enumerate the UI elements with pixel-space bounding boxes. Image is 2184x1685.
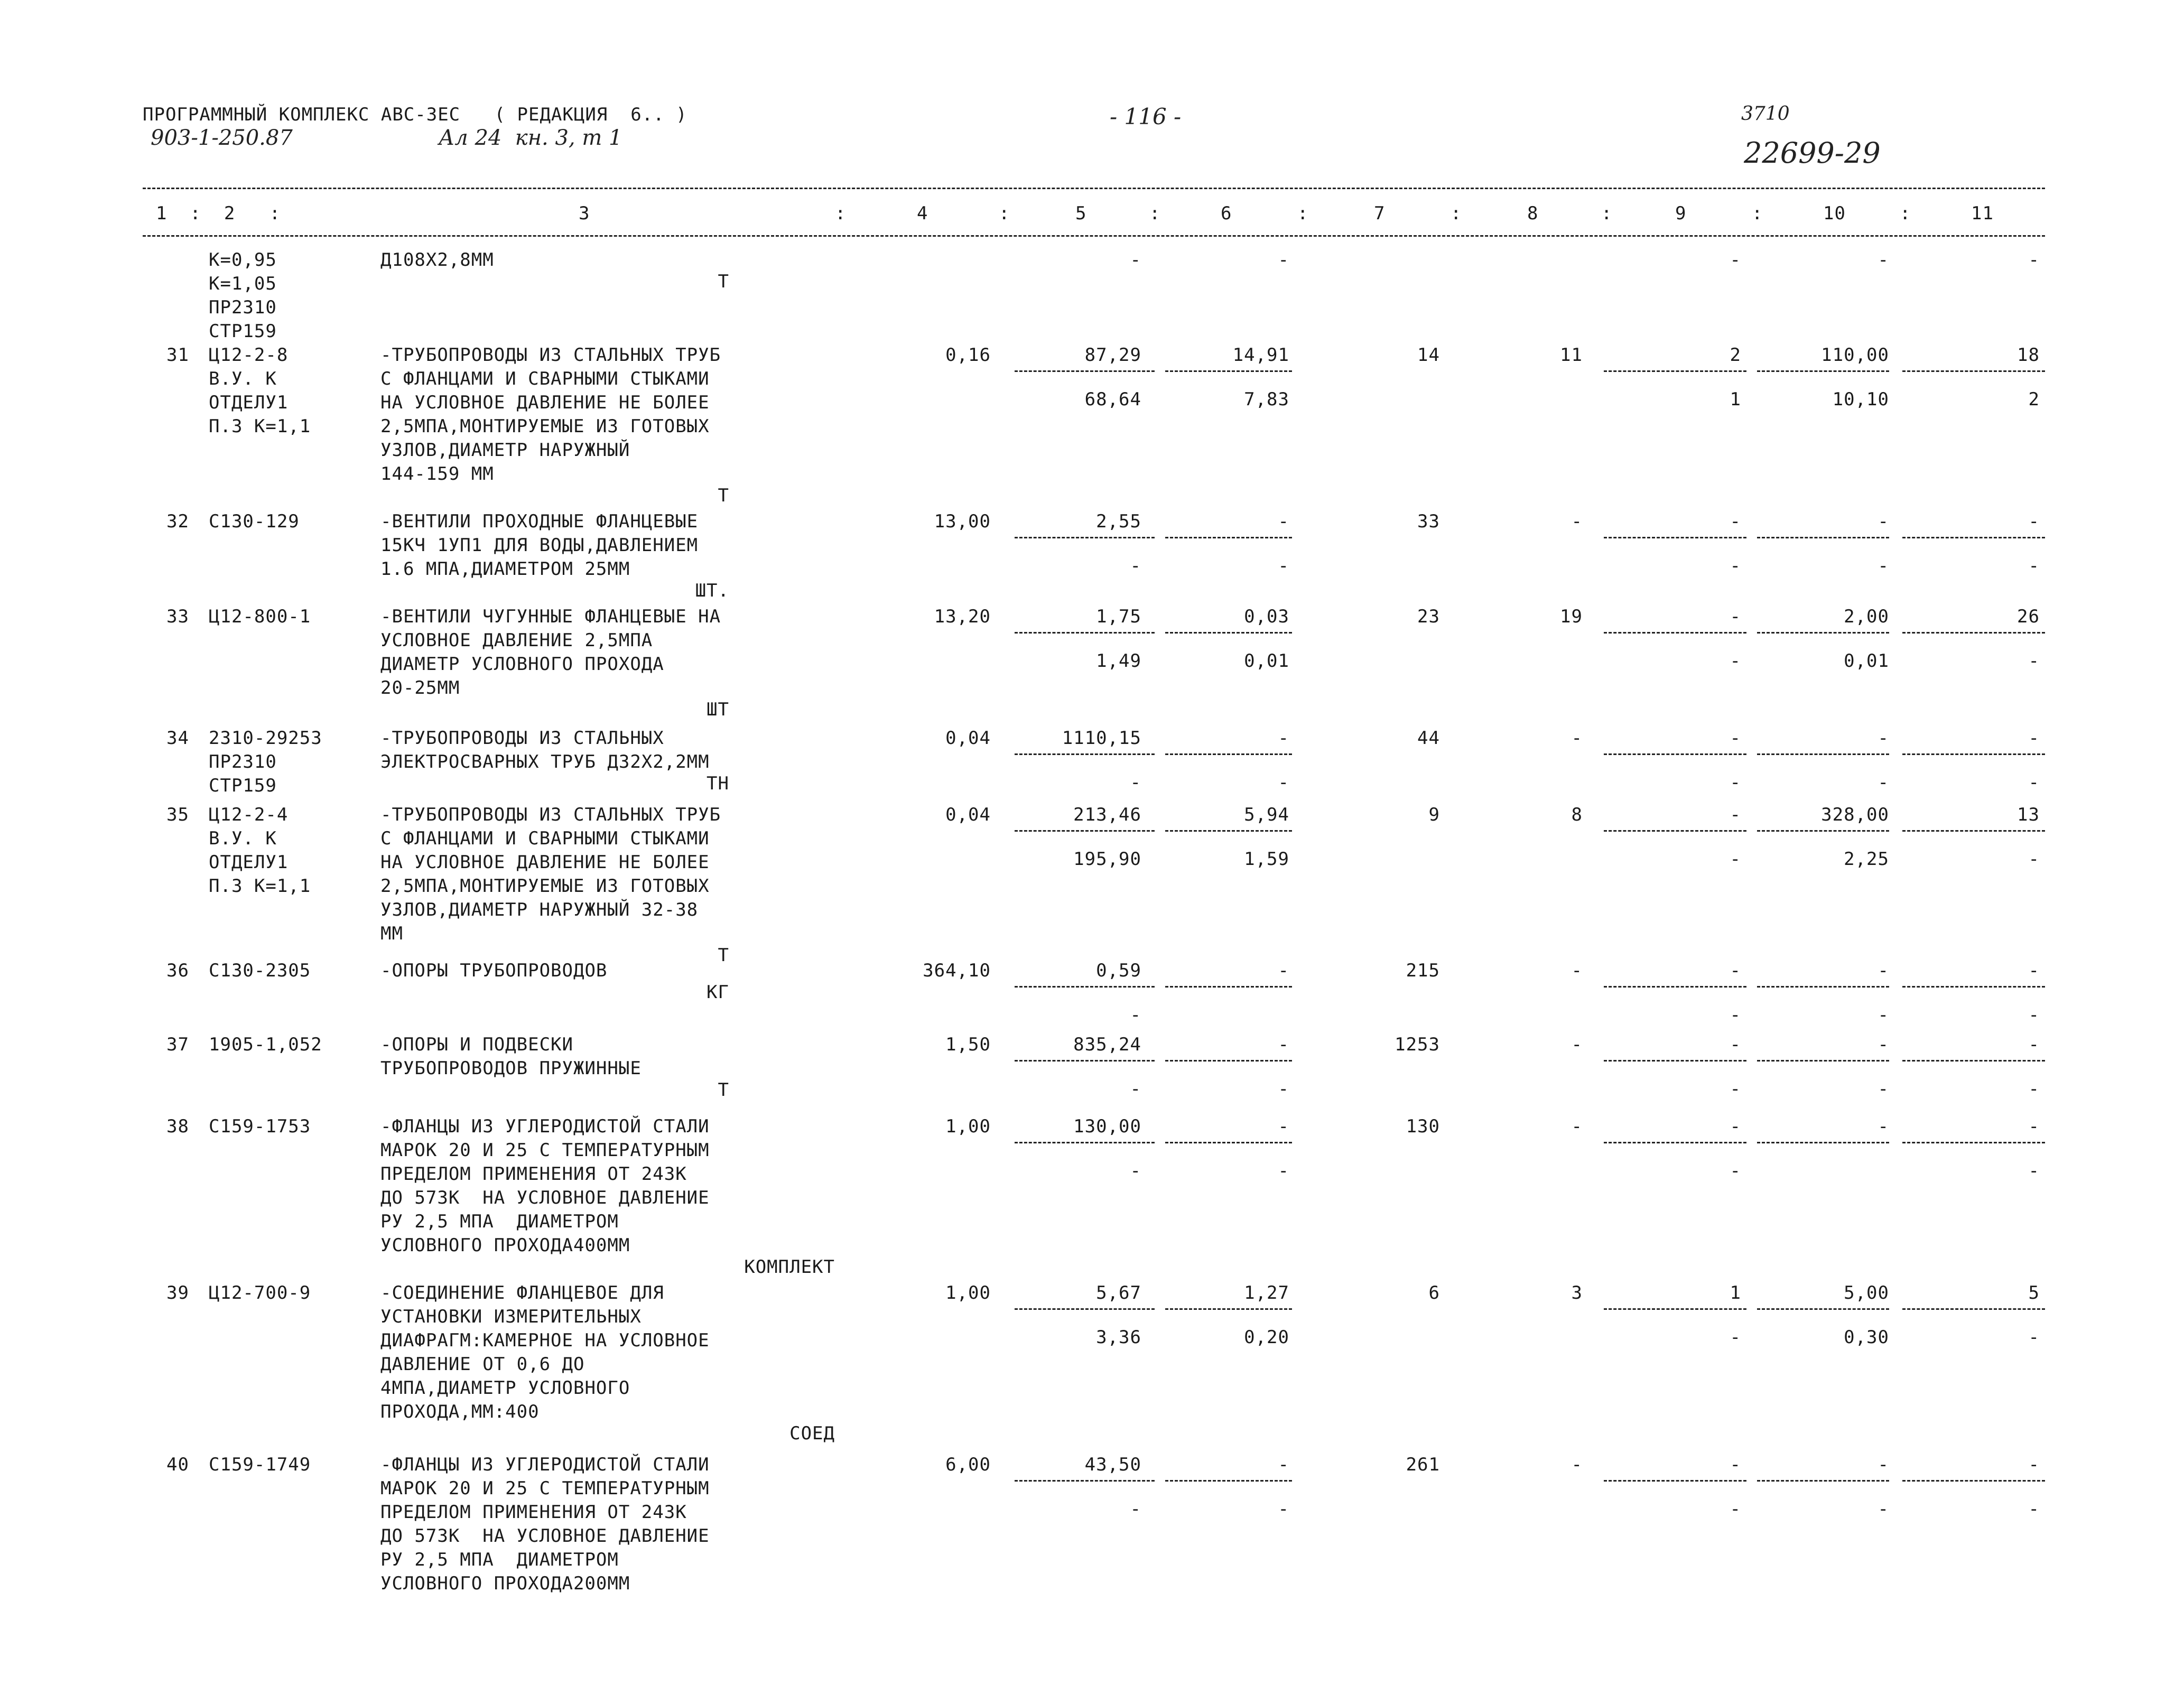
col-sep: : [1451, 203, 1462, 224]
cell-separator [1757, 1308, 1889, 1310]
row-code: СТР159 [209, 321, 277, 342]
cell-c11-second: - [2028, 1004, 2040, 1026]
row-description: -ТРУБОПРОВОДЫ ИЗ СТАЛЬНЫХ ТРУБ [380, 804, 721, 825]
col-sep: : [1601, 203, 1613, 224]
cell-c6-second: - [1278, 1160, 1289, 1181]
cell-c6: - [1278, 1116, 1289, 1137]
col-header-9: 9 [1675, 203, 1687, 224]
cell-c11: - [2028, 1116, 2040, 1137]
row-unit: КГ [707, 982, 729, 1003]
cell-c11-second: - [2028, 650, 2040, 672]
document-number: 22699-29 [1744, 136, 1881, 170]
cell-c10: - [1878, 728, 1889, 749]
cell-c6: 0,03 [1244, 606, 1289, 627]
row-description: НА УСЛОВНОЕ ДАВЛЕНИЕ НЕ БОЛЕЕ [380, 852, 710, 873]
row-description: ЭЛЕКТРОСВАРНЫХ ТРУБ Д32Х2,2ММ [380, 751, 710, 772]
cell-c5: 2,55 [1096, 511, 1141, 532]
row-description: ПРЕДЕЛОМ ПРИМЕНЕНИЯ ОТ 243К [380, 1502, 687, 1523]
cell-separator [1165, 753, 1292, 755]
row-description: НА УСЛОВНОЕ ДАВЛЕНИЕ НЕ БОЛЕЕ [380, 392, 710, 413]
cell-c6: 5,94 [1244, 804, 1289, 825]
cell-separator [1757, 986, 1889, 988]
cell-c5: 5,67 [1096, 1282, 1141, 1304]
row-unit: СОЕД [789, 1423, 835, 1444]
cell-c9-second: 1 [1730, 389, 1741, 410]
cell-col4: 0,16 [945, 345, 991, 366]
cell-separator [1902, 1142, 2045, 1143]
cell-c11: - [2028, 511, 2040, 532]
row-description: -ФЛАНЦЫ ИЗ УГЛЕРОДИСТОЙ СТАЛИ [380, 1116, 710, 1137]
cell-col4: 13,00 [934, 511, 991, 532]
cell-separator [1604, 753, 1746, 755]
row-code: К=0,95 [209, 249, 277, 271]
cell-c5: 213,46 [1073, 804, 1141, 825]
cell-col7: 33 [1417, 511, 1440, 532]
cell-c6-second: - [1278, 1078, 1289, 1100]
row-code: ОТДЕЛУ1 [209, 852, 289, 873]
cell-c10-second: 0,30 [1844, 1327, 1889, 1348]
cell-c9: - [1730, 1034, 1741, 1055]
row-number: 40 [166, 1454, 189, 1475]
cell-c5-second: - [1130, 772, 1141, 793]
cell-c5: 835,24 [1073, 1034, 1141, 1055]
cell-c10-second: - [1878, 1004, 1889, 1026]
cell-c10: 5,00 [1844, 1282, 1889, 1304]
cell-separator [1902, 753, 2045, 755]
cell-separator [1604, 1308, 1746, 1310]
row-description: Д108Х2,8ММ [380, 249, 494, 271]
row-description: 144-159 ММ [380, 463, 494, 485]
cell-c5-second: - [1130, 1004, 1141, 1026]
col-sep: : [1752, 203, 1763, 224]
cell-c6-second: 0,01 [1244, 650, 1289, 672]
col-sep: : [1900, 203, 1911, 224]
cell-separator [1015, 1308, 1155, 1310]
cell-c6: - [1278, 960, 1289, 981]
cell-c5-second: 68,64 [1084, 389, 1141, 410]
cell-c9: - [1730, 511, 1741, 532]
cell-separator [1757, 632, 1889, 634]
cell-separator [1165, 632, 1292, 634]
row-description: 4МПА,ДИАМЕТР УСЛОВНОГО [380, 1377, 630, 1399]
cell-c6: 1,27 [1244, 1282, 1289, 1304]
cell-col4: 364,10 [923, 960, 991, 981]
cell-separator [1015, 537, 1155, 538]
cell-c11: - [2028, 728, 2040, 749]
row-description: ММ [380, 923, 403, 944]
row-description: УСТАНОВКИ ИЗМЕРИТЕЛЬНЫХ [380, 1306, 642, 1327]
cell-c10: - [1878, 511, 1889, 532]
cell-c9: - [1730, 606, 1741, 627]
album-reference: Ал 24 кн. 3, т 1 [439, 126, 622, 150]
cell-c9: - [1730, 249, 1741, 271]
row-description: ДИАФРАГМ:КАМЕРНОЕ НА УСЛОВНОЕ [380, 1330, 710, 1351]
cell-c11: 13 [2017, 804, 2040, 825]
cell-col8: 11 [1560, 345, 1583, 366]
cell-col7: 1253 [1395, 1034, 1440, 1055]
cell-separator [1165, 830, 1292, 832]
cell-c10: - [1878, 249, 1889, 271]
row-code: Ц12-2-8 [209, 345, 289, 366]
cell-col4: 1,50 [945, 1034, 991, 1055]
cell-separator [1165, 1060, 1292, 1062]
cell-c11: 18 [2017, 345, 2040, 366]
cell-separator [1015, 370, 1155, 372]
row-code: 2310-29253 [209, 728, 322, 749]
row-description: -СОЕДИНЕНИЕ ФЛАНЦЕВОЕ ДЛЯ [380, 1282, 664, 1304]
cell-c6-second: - [1278, 555, 1289, 576]
cell-col7: 6 [1428, 1282, 1440, 1304]
cell-col7: 261 [1406, 1454, 1440, 1475]
cell-c5: 130,00 [1073, 1116, 1141, 1137]
top-right-number: 3710 [1741, 103, 1790, 125]
cell-col8: - [1571, 1116, 1583, 1137]
cell-c5-second: - [1130, 555, 1141, 576]
cell-c9: - [1730, 804, 1741, 825]
cell-separator [1015, 1060, 1155, 1062]
cell-col8: - [1571, 511, 1583, 532]
cell-c11-second: 2 [2028, 389, 2040, 410]
cell-c10-second: 10,10 [1832, 389, 1889, 410]
cell-c10-second: - [1878, 1078, 1889, 1100]
cell-c6: - [1278, 511, 1289, 532]
cell-separator [1165, 1142, 1292, 1143]
row-number: 33 [166, 606, 189, 627]
row-description: -ТРУБОПРОВОДЫ ИЗ СТАЛЬНЫХ [380, 728, 664, 749]
cell-c5-second: - [1130, 1498, 1141, 1520]
row-code: Ц12-700-9 [209, 1282, 311, 1304]
cell-col8: - [1571, 960, 1583, 981]
row-number: 31 [166, 345, 189, 366]
row-number: 32 [166, 511, 189, 532]
row-description: РУ 2,5 МПА ДИАМЕТРОМ [380, 1549, 619, 1570]
cell-c6: 14,91 [1232, 345, 1289, 366]
cell-separator [1604, 1480, 1746, 1482]
cell-separator [1165, 370, 1292, 372]
cell-c5: 43,50 [1084, 1454, 1141, 1475]
row-code: Ц12-800-1 [209, 606, 311, 627]
cell-separator [1165, 1308, 1292, 1310]
row-description: УСЛОВНОЕ ДАВЛЕНИЕ 2,5МПА [380, 630, 653, 651]
project-code: 903-1-250.87 [151, 126, 293, 150]
cell-separator [1015, 1480, 1155, 1482]
cell-c10-second: - [1878, 1498, 1889, 1520]
row-code: СТР159 [209, 775, 277, 796]
cell-separator [1902, 986, 2045, 988]
col-header-6: 6 [1221, 203, 1232, 224]
cell-c10-second: - [1878, 772, 1889, 793]
row-code: 1905-1,052 [209, 1034, 322, 1055]
cell-c11: - [2028, 960, 2040, 981]
cell-c9-second: - [1730, 1004, 1741, 1026]
cell-col4: 0,04 [945, 728, 991, 749]
program-title: ПРОГРАММНЫЙ КОМПЛЕКС АВС-ЗЕС ( РЕДАКЦИЯ 6.. ) [143, 104, 687, 125]
cell-c9-second: - [1730, 555, 1741, 576]
cell-col8: - [1571, 1034, 1583, 1055]
row-description: УСЛОВНОГО ПРОХОДА400ММ [380, 1235, 630, 1256]
col-header-5: 5 [1075, 203, 1087, 224]
cell-separator [1757, 1060, 1889, 1062]
cell-separator [1757, 370, 1889, 372]
cell-col4: 1,00 [945, 1282, 991, 1304]
cell-c6: - [1278, 249, 1289, 271]
row-description: МАРОК 20 И 25 С ТЕМПЕРАТУРНЫМ [380, 1140, 710, 1161]
col-header-3: 3 [579, 203, 590, 224]
row-description: ТРУБОПРОВОДОВ ПРУЖИННЫЕ [380, 1058, 642, 1079]
cell-c9: - [1730, 1116, 1741, 1137]
cell-separator [1604, 1060, 1746, 1062]
cell-c9: 1 [1730, 1282, 1741, 1304]
header-rule-bottom [143, 235, 2045, 237]
cell-separator [1604, 1142, 1746, 1143]
row-code: П.3 К=1,1 [209, 876, 311, 897]
row-number: 39 [166, 1282, 189, 1304]
header-rule-top [143, 188, 2045, 189]
row-unit: ШТ. [695, 580, 729, 601]
cell-c10-second: - [1878, 555, 1889, 576]
row-description: -ОПОРЫ ТРУБОПРОВОДОВ [380, 960, 608, 981]
row-code: С159-1753 [209, 1116, 311, 1137]
row-description: С ФЛАНЦАМИ И СВАРНЫМИ СТЫКАМИ [380, 368, 710, 389]
row-description: ДО 573К НА УСЛОВНОЕ ДАВЛЕНИЕ [380, 1525, 710, 1547]
row-description: ПРОХОДА,ММ:400 [380, 1401, 540, 1422]
row-code: ПР2310 [209, 297, 277, 318]
cell-c5: 0,59 [1096, 960, 1141, 981]
cell-c11: - [2028, 249, 2040, 271]
row-unit: Т [718, 485, 729, 506]
cell-separator [1902, 830, 2045, 832]
cell-col7: 215 [1406, 960, 1440, 981]
row-code: ОТДЕЛУ1 [209, 392, 289, 413]
cell-c9-second: - [1730, 1160, 1741, 1181]
cell-c6: - [1278, 1034, 1289, 1055]
cell-col7: 14 [1417, 345, 1440, 366]
cell-c11: - [2028, 1454, 2040, 1475]
cell-separator [1015, 1142, 1155, 1143]
cell-c6-second: - [1278, 772, 1289, 793]
cell-c9-second: - [1730, 849, 1741, 870]
row-description: ДО 573К НА УСЛОВНОЕ ДАВЛЕНИЕ [380, 1187, 710, 1208]
cell-c9: - [1730, 960, 1741, 981]
row-description: ДАВЛЕНИЕ ОТ 0,6 ДО [380, 1354, 585, 1375]
cell-c10: - [1878, 1034, 1889, 1055]
cell-separator [1604, 537, 1746, 538]
cell-col4: 1,00 [945, 1116, 991, 1137]
cell-separator [1165, 537, 1292, 538]
cell-col8: - [1571, 728, 1583, 749]
cell-c6-second: 7,83 [1244, 389, 1289, 410]
row-code: К=1,05 [209, 273, 277, 294]
row-unit: Т [718, 1079, 729, 1101]
cell-c10: 110,00 [1821, 345, 1889, 366]
cell-c10-second: 2,25 [1844, 849, 1889, 870]
cell-c9-second: - [1730, 1327, 1741, 1348]
col-sep: : [835, 203, 847, 224]
cell-separator [1165, 986, 1292, 988]
cell-col7: 130 [1406, 1116, 1440, 1137]
cell-col4: 13,20 [934, 606, 991, 627]
row-code: С130-129 [209, 511, 300, 532]
col-header-8: 8 [1527, 203, 1539, 224]
col-header-4: 4 [917, 203, 928, 224]
cell-separator [1757, 1142, 1889, 1143]
cell-separator [1015, 986, 1155, 988]
cell-c11: 5 [2028, 1282, 2040, 1304]
cell-col8: 8 [1571, 804, 1583, 825]
cell-c9: - [1730, 728, 1741, 749]
page-number: - 116 - [1110, 104, 1182, 129]
cell-separator [1902, 1308, 2045, 1310]
cell-c10: 2,00 [1844, 606, 1889, 627]
cell-c5: - [1130, 249, 1141, 271]
cell-separator [1902, 370, 2045, 372]
col-header-11: 11 [1971, 203, 1994, 224]
row-description: -ФЛАНЦЫ ИЗ УГЛЕРОДИСТОЙ СТАЛИ [380, 1454, 710, 1475]
cell-separator [1757, 830, 1889, 832]
cell-c11: - [2028, 1034, 2040, 1055]
cell-c5: 1110,15 [1062, 728, 1141, 749]
row-unit: ШТ [707, 699, 729, 720]
cell-col7: 23 [1417, 606, 1440, 627]
cell-separator [1902, 632, 2045, 634]
row-code: С159-1749 [209, 1454, 311, 1475]
row-description: -ТРУБОПРОВОДЫ ИЗ СТАЛЬНЫХ ТРУБ [380, 345, 721, 366]
row-number: 38 [166, 1116, 189, 1137]
row-number: 36 [166, 960, 189, 981]
row-description: ПРЕДЕЛОМ ПРИМЕНЕНИЯ ОТ 243К [380, 1163, 687, 1185]
row-description: ДИАМЕТР УСЛОВНОГО ПРОХОДА [380, 654, 664, 675]
cell-separator [1015, 753, 1155, 755]
cell-col7: 9 [1428, 804, 1440, 825]
row-description: -ВЕНТИЛИ ЧУГУННЫЕ ФЛАНЦЕВЫЕ НА [380, 606, 721, 627]
col-header-7: 7 [1374, 203, 1386, 224]
cell-c5: 87,29 [1084, 345, 1141, 366]
cell-separator [1902, 1480, 2045, 1482]
cell-separator [1757, 537, 1889, 538]
cell-c9-second: - [1730, 1498, 1741, 1520]
cell-col7: 44 [1417, 728, 1440, 749]
cell-c10: - [1878, 1116, 1889, 1137]
row-number: 34 [166, 728, 189, 749]
row-code: В.У. К [209, 828, 277, 849]
row-description: РУ 2,5 МПА ДИАМЕТРОМ [380, 1211, 619, 1232]
cell-c10-second: 0,01 [1844, 650, 1889, 672]
row-description: 15КЧ 1УП1 ДЛЯ ВОДЫ,ДАВЛЕНИЕМ [380, 535, 699, 556]
cell-separator [1165, 1480, 1292, 1482]
cell-separator [1604, 370, 1746, 372]
cell-c5-second: 3,36 [1096, 1327, 1141, 1348]
row-description: УЗЛОВ,ДИАМЕТР НАРУЖНЫЙ [380, 440, 630, 461]
row-description: УЗЛОВ,ДИАМЕТР НАРУЖНЫЙ 32-38 [380, 899, 699, 920]
row-number: 35 [166, 804, 189, 825]
cell-c6: - [1278, 1454, 1289, 1475]
cell-separator [1902, 1060, 2045, 1062]
row-description: УСЛОВНОГО ПРОХОДА200ММ [380, 1573, 630, 1594]
cell-col8: - [1571, 1454, 1583, 1475]
row-unit: Т [718, 945, 729, 966]
row-unit: КОМПЛЕКТ [744, 1256, 835, 1278]
row-description: 20-25ММ [380, 677, 460, 699]
cell-c11-second: - [2028, 1160, 2040, 1181]
row-description: -ВЕНТИЛИ ПРОХОДНЫЕ ФЛАНЦЕВЫЕ [380, 511, 699, 532]
row-number: 37 [166, 1034, 189, 1055]
col-header-1-2: 1 : 2 : [156, 203, 281, 224]
cell-c5-second: 195,90 [1073, 849, 1141, 870]
cell-c11-second: - [2028, 1327, 2040, 1348]
cell-c9-second: - [1730, 1078, 1741, 1100]
row-description: 2,5МПА,МОНТИРУЕМЫЕ ИЗ ГОТОВЫХ [380, 416, 710, 437]
cell-c5-second: - [1130, 1078, 1141, 1100]
cell-c5-second: - [1130, 1160, 1141, 1181]
row-code: Ц12-2-4 [209, 804, 289, 825]
cell-c11-second: - [2028, 1498, 2040, 1520]
cell-c9: 2 [1730, 345, 1741, 366]
cell-c11-second: - [2028, 555, 2040, 576]
cell-c10: - [1878, 1454, 1889, 1475]
cell-c9: - [1730, 1454, 1741, 1475]
cell-c9-second: - [1730, 650, 1741, 672]
row-description: 2,5МПА,МОНТИРУЕМЫЕ ИЗ ГОТОВЫХ [380, 876, 710, 897]
cell-c11-second: - [2028, 772, 2040, 793]
cell-c6: - [1278, 728, 1289, 749]
cell-c11-second: - [2028, 849, 2040, 870]
col-sep: : [1149, 203, 1161, 224]
cell-col8: 3 [1571, 1282, 1583, 1304]
col-sep: : [1297, 203, 1309, 224]
row-code: С130-2305 [209, 960, 311, 981]
cell-separator [1015, 632, 1155, 634]
row-description: МАРОК 20 И 25 С ТЕМПЕРАТУРНЫМ [380, 1478, 710, 1499]
cell-c5: 1,75 [1096, 606, 1141, 627]
row-description: 1.6 МПА,ДИАМЕТРОМ 25ММ [380, 558, 630, 580]
cell-col4: 6,00 [945, 1454, 991, 1475]
cell-separator [1604, 632, 1746, 634]
cell-c6-second: 0,20 [1244, 1327, 1289, 1348]
cell-separator [1604, 830, 1746, 832]
row-code: ПР2310 [209, 751, 277, 772]
cell-separator [1757, 1480, 1889, 1482]
cell-c10: - [1878, 960, 1889, 981]
cell-separator [1902, 537, 2045, 538]
row-unit: Т [718, 271, 729, 292]
cell-c9-second: - [1730, 772, 1741, 793]
cell-c6-second: - [1278, 1498, 1289, 1520]
cell-separator [1604, 986, 1746, 988]
cell-c11-second: - [2028, 1078, 2040, 1100]
cell-separator [1757, 753, 1889, 755]
row-code: В.У. К [209, 368, 277, 389]
cell-c6-second: 1,59 [1244, 849, 1289, 870]
row-description: С ФЛАНЦАМИ И СВАРНЫМИ СТЫКАМИ [380, 828, 710, 849]
row-code: П.3 К=1,1 [209, 416, 311, 437]
cell-col8: 19 [1560, 606, 1583, 627]
col-header-10: 10 [1823, 203, 1846, 224]
col-sep: : [999, 203, 1010, 224]
cell-c10: 328,00 [1821, 804, 1889, 825]
cell-c5-second: 1,49 [1096, 650, 1141, 672]
row-unit: ТН [707, 773, 729, 794]
cell-col4: 0,04 [945, 804, 991, 825]
row-description: -ОПОРЫ И ПОДВЕСКИ [380, 1034, 573, 1055]
cell-c11: 26 [2017, 606, 2040, 627]
cell-separator [1015, 830, 1155, 832]
